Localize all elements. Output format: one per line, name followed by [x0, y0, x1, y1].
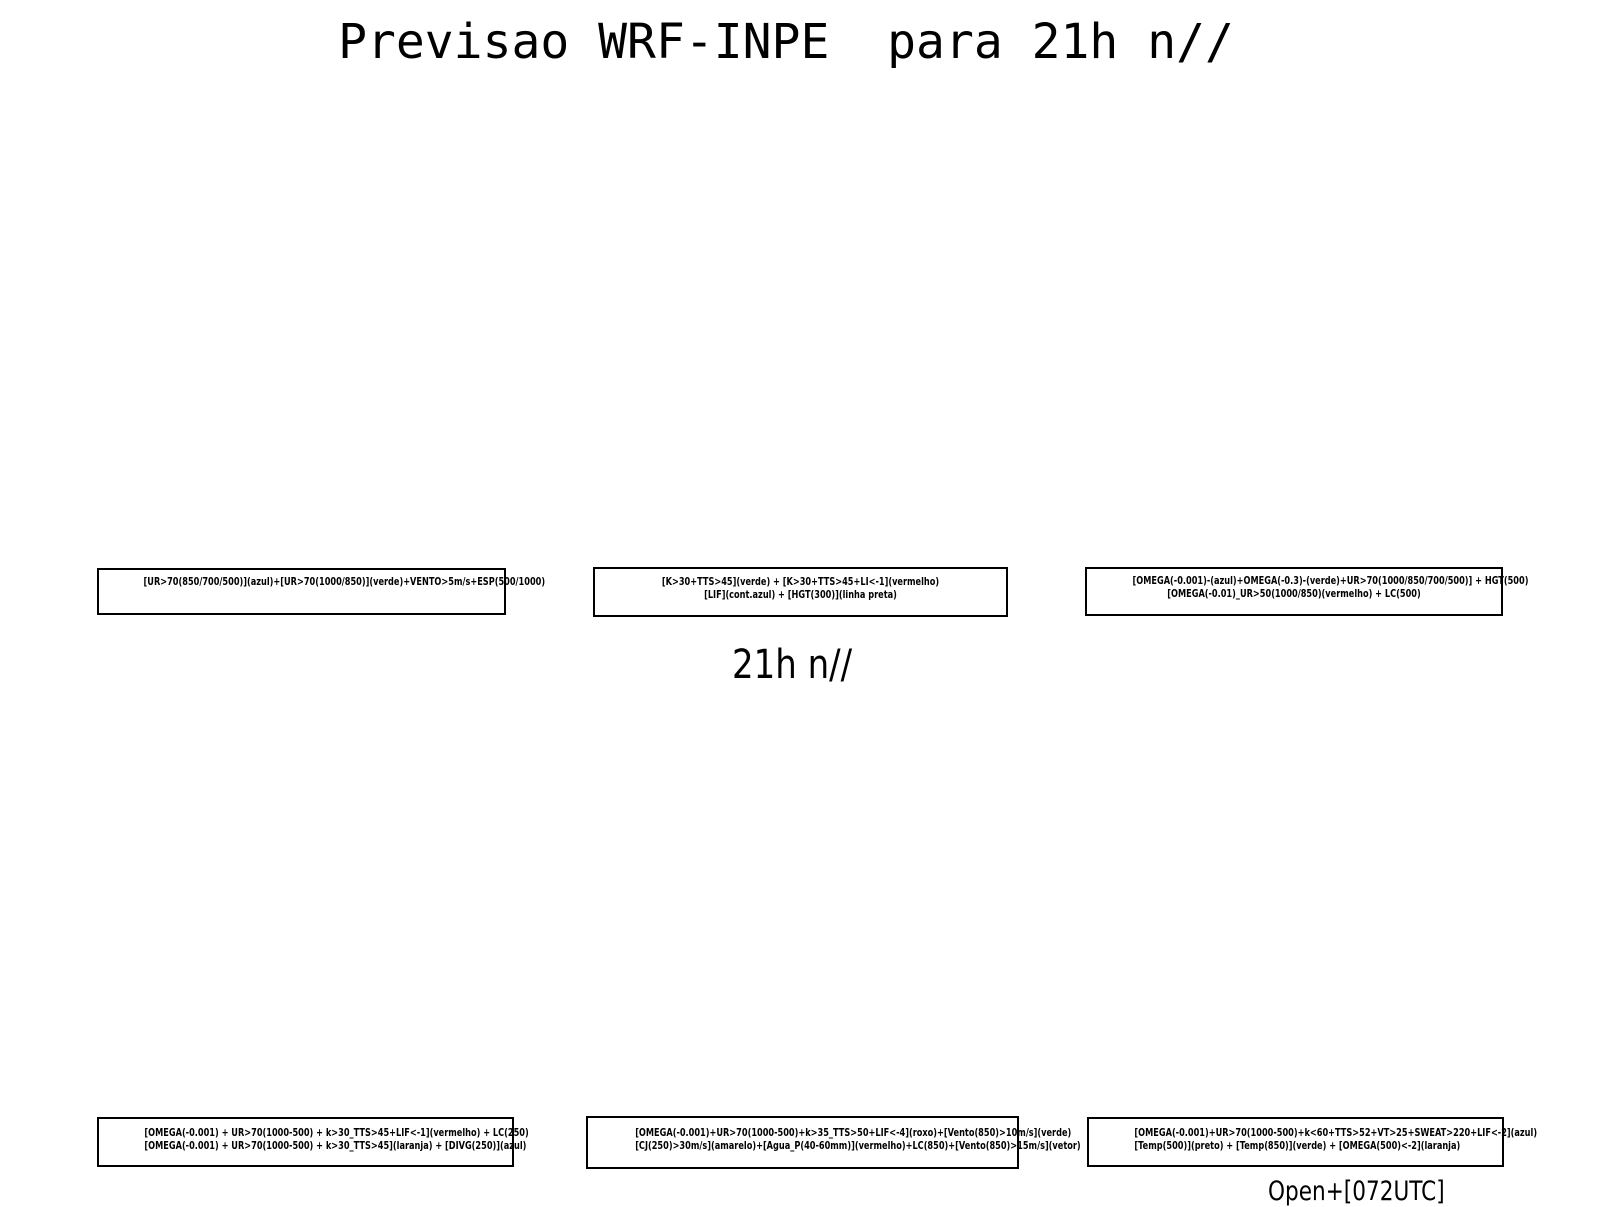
legend-text: [OMEGA(-0.001)+UR>70(1000-500)+k<60+TTS>52+VT>25+SWEAT>220+LIF<-2](azul): [1134, 1127, 1538, 1139]
legend-panel-bottom-center: [586, 1116, 1081, 1169]
legend-text: [LIF](cont.azul) + [HGT(300)](linha preta): [704, 589, 897, 601]
legend-text: [K>30+TTS>45](verde) + [K>30+TTS>45+LI<-1](vermelho): [661, 576, 940, 588]
valid-time-label: 21h n//: [731, 642, 853, 688]
legend-panel-middle-center: [593, 567, 1008, 617]
legend-text: [OMEGA(-0.001)-(azul)+OMEGA(-0.3)-(verde)+UR>70(1000/850/700/500)] + HGT(500): [1132, 575, 1529, 587]
legend-text: [OMEGA(-0.01)_UR>50(1000/850)(vermelho) + LC(500): [1167, 588, 1421, 600]
legend-panel-bottom-right: [1087, 1117, 1538, 1167]
legend-panel-bottom-left: [97, 1117, 529, 1167]
legend-text: [OMEGA(-0.001) + UR>70(1000-500) + k>30_TTS>45](laranja) + [DIVG(250)](azul): [144, 1140, 527, 1152]
legend-panel-middle-right: [1085, 567, 1529, 616]
legend-panel-middle-left: [97, 568, 546, 615]
legend-text: [UR>70(850/700/500)](azul)+[UR>70(1000/850)](verde)+VENTO>5m/s+ESP(500/1000): [143, 576, 546, 588]
legend-text: [CJ(250)>30m/s](amarelo)+[Agua_P(40-60mm)](vermelho)+LC(850)+[Vento(850)>15m/s](vetor): [635, 1140, 1081, 1152]
legend-text: [OMEGA(-0.001) + UR>70(1000-500) + k>30_TTS>45+LIF<-1](vermelho) + LC(250): [144, 1127, 529, 1139]
legend-text: [Temp(500)](preto) + [Temp(850)](verde) + [OMEGA(500)<-2](laranja): [1134, 1140, 1461, 1152]
page-title: Previsao WRF-INPE para 21h n//: [338, 14, 1234, 70]
legend-text: [OMEGA(-0.001)+UR>70(1000-500)+k>35_TTS>50+LIF<-4](roxo)+[Vento(850)>10m/s](verde): [635, 1127, 1072, 1139]
run-cycle-label: Open+[072UTC]: [1268, 1176, 1445, 1207]
